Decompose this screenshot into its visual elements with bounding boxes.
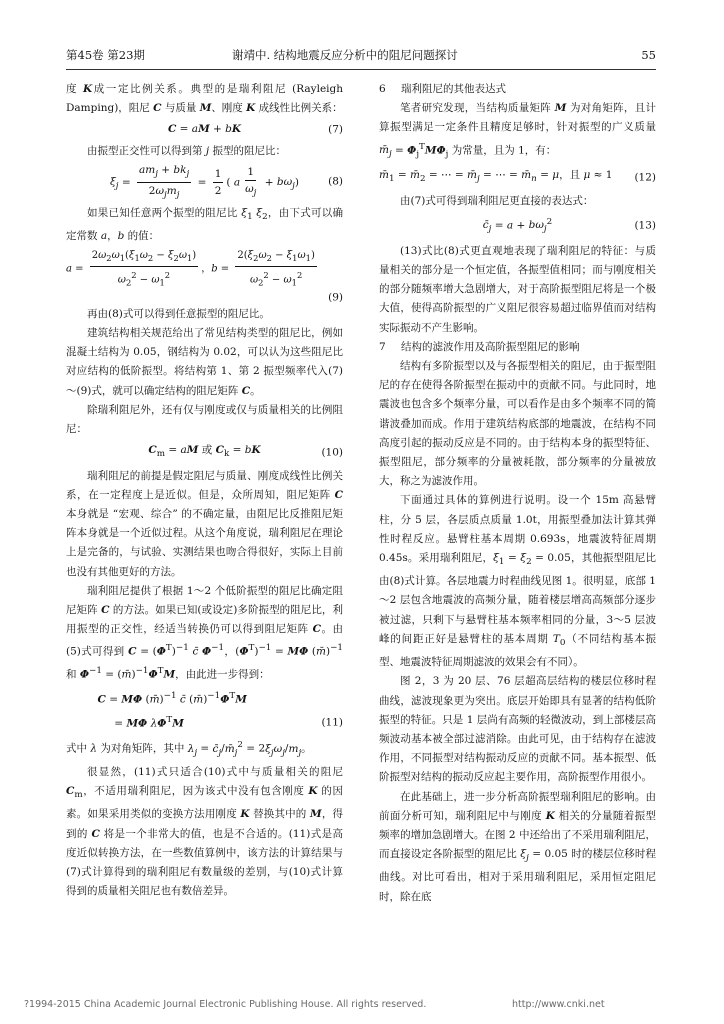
section-heading-7: 7 结构的滤波作用及高阶振型阻尼的影响: [379, 340, 580, 353]
paragraph: 瑞利阻尼提供了根据 1～2 个低阶振型的阻尼比确定阻尼矩阵 C 的方法。如果已知(或设定)多阶振型的阻尼比，利用振型的正交性，经适当转换仍可以得到阻尼矩阵 C。由(5)式可得到 $C = (\Phi^T)^{-1}$ c̄ $\Phi^{-1}$，$(\Phi^T)^{-1} = M\Phi$ (m̄)$^{-1}$ 和 $\Phi^{-1}$ = $(m̄)^{-1}\Phi^TM$，由此进一步得到：: [66, 584, 343, 681]
header-rule: [66, 69, 656, 70]
paragraph: 很显然，(11)式只适合(10)式中与质量相关的阻尼 $C_m$，不适用瑞利阻尼，因为该式中没有包含刚度 K 的因素。如果采用类似的变换方法用刚度 K 替换其中的 M，得到的 C 将是一个非常大的值，也是不合适的。(11)式是高度近似转换方法，在一些数值算例中，该方法的计算结果与(7)式计算得到的瑞利阻尼有数量级的差别，与(10)式计算得到的质量相关阻尼也有数倍差异。: [66, 765, 343, 898]
section-heading-6: 6 瑞利阻尼的其他表达式: [379, 83, 506, 95]
running-title: 谢靖中. 结构地震反应分析中的阻尼问题探讨: [232, 48, 458, 62]
running-header: [66, 46, 656, 68]
equation-12: $m̄_1$ = $m̄_2$ = ⋯ = $m̄_j$ = ⋯ = $m̄_n = \mu$，且 μ ≈ 1 (12): [379, 169, 656, 185]
paragraph: 由振型正交性可以得到第 j 振型的阻尼比：: [87, 144, 286, 157]
paragraph: (13)式比(8)式更直观地表现了瑞利阻尼的特征：与质量相关的部分是一个恒定值，各振型值相同；而与刚度相关的部分随频率增大急剧增大，对于高阶振型阻尼将是一个极大值，使得高阶振型的广义阻尼很容易超过临界值而对结构实际振动不产生影响。: [379, 244, 656, 334]
equation-13: $c̄_j = a + b\omega_j^2$ (13): [482, 216, 656, 235]
paragraph: 在此基础上，进一步分析高阶振型瑞利阻尼的影响。由前面分析可知，瑞利阻尼中与刚度 K 相关的分量随着振型频率的增加急剧增大。在图 2 中还给出了不采用瑞利阻尼，而直接设定各阶振型的阻尼比 $\xi_j = 0.05$ 时的楼层位移时程曲线。对比可看出，相对于采用瑞利阻尼，采用恒定阻尼时，除在底: [379, 790, 656, 903]
footer-url: http://www.cnki.net: [512, 999, 605, 1010]
paragraph: 结构有多阶振型以及与各振型相关的阻尼，由于振型阻尼的存在使得各阶振型在振动中的贡献不同。与此同时，地震波也包含多个频率分量，可以看作是由多个频率不同的简谐波叠加而成。作用于建筑结构底部的地震波，在结构不同高度引起的振动反应是不同的。由于结构本身的振型特征、振型阻尼，部分频率的分量被耗散，部分频率的分量被放大，称之为滤波作用。: [379, 359, 656, 488]
paragraph: 如果已知任意两个振型的阻尼比 $\xi_1$ $\xi_2$，由下式可以确定常数 a，b 的值：: [66, 207, 343, 243]
page-footer: [24, 999, 704, 1013]
copyright-notice: ?1994-2015 China Academic Journal Electronic Publishing House. All rights reserved.: [24, 999, 427, 1010]
equation-11: C = MΦ (m̄)$^{-1}$ c̄ $(m̄)^{-1}\Phi^TM$: [97, 690, 247, 706]
equation-11-line-2: = MΦ $\lambda\Phi^TM$ (11): [114, 715, 343, 730]
paragraph: 度 K成一定比例关系。典型的是瑞利阻尼 (Rayleigh Damping)，阻尼 C 与质量 M、刚度 K 成线性比例关系：: [66, 83, 343, 115]
right-column: [379, 80, 656, 952]
paragraph: 除瑞利阻尼外，还有仅与刚度或仅与质量相关的比例阻尼：: [66, 403, 343, 436]
paragraph: 下面通过具体的算例进行说明。设一个 15m 高悬臂柱，分 5 层，各层质点质量 1.0t，用振型叠加法计算其弹性时程反应。悬臂柱基本周期 0.693s，地震波特征周期 0.45s。采用瑞利阻尼，$\xi_1 = \xi_2 = 0.05$，其他振型阻尼比由(8)式计算。各层地震力时程曲线见图 1。很明显，底部 1～2 层包含地震波的高频分量，随着楼层增高高频部分逐步被过滤，只剩下与悬臂柱基本频率相同的分量，3～5 层波峰的间距正好是悬臂柱的基本周期 $T_0$（不同结构基本振型、地震波特征周期滤波的效果会有不同）。: [379, 494, 656, 669]
equation-9: a = $\frac{2\omega_2\omega_1(\xi_1\omega_2 - \xi_2\omega_1)}{\omega_2^2 - \omega_1^2}$ ，b = $\frac{2(\xi_2\omega_2 - \xi_1\omega_1)}{\omega_2^2 - \omega_1^2}$: [66, 249, 315, 287]
paragraph: 由(7)式可得到瑞利阻尼更直接的表达式：: [400, 194, 594, 207]
equation-10: $C_m$ = aM 或 $C_k$ = bK (10): [148, 444, 343, 460]
paragraph: 图 2，3 为 20 层、76 层超高层结构的楼层位移时程曲线，滤波现象更为突出。底层开始即具有显著的结构低阶振型的特征。只是 1 层尚有高频的轻微波动，到上部楼层高频波动基本被全部过滤消除。由此可见，由于结构存在滤波作用，不同振型对结构振动反应的贡献不同。基本振型、低阶振型对结构的振动反应起主要作用，高阶振型作用很小。: [379, 675, 656, 784]
equation-9-tag: (9): [328, 291, 343, 304]
left-column: [66, 80, 343, 952]
paragraph: 笔者研究发现，当结构质量矩阵 M 为对角矩阵，且计算振型满足一定条件且精度足够时，针对振型的广义质量 $m̄_j = \Phi_j^TM\Phi_j$ 为常量，且为 1，有：: [379, 102, 656, 160]
paragraph: 式中 λ 为对角矩阵，其中 $\lambda_j$ = $c̄_j/m̄_j^2 = 2\xi_j\omega_j/m_j$。: [66, 740, 312, 758]
paragraph: 再由(8)式可以得到任意振型的阻尼比。: [87, 307, 270, 320]
paragraph: 瑞利阻尼的前提是假定阻尼与质量、刚度成线性比例关系，在一定程度上是近似。但是，众所周知，阻尼矩阵 C 本身就是 “宏观、综合” 的不确定量，由阻尼比反推阻尼矩阵本身就是一个近似过程。从这个角度说，瑞利阻尼在理论上是完备的，与试验、实测结果也吻合得很好，实际上目前也没有其他更好的方法。: [66, 469, 343, 578]
equation-7: C = aM + bK (7): [167, 123, 343, 136]
equation-8: $\xi_j$ = $\frac{am_j + bk_j}{2\omega_jm_j}$ = $\frac{1}{2}$ ( a $\frac{1}{\omega_j}$ + $b\omega_j$) (8): [110, 163, 343, 200]
journal-issue: 第45卷 第23期: [66, 48, 145, 62]
paragraph: 建筑结构相关规范给出了常见结构类型的阻尼比，例如混凝土结构为 0.05，钢结构为 0.02，可以认为这些阻尼比对应结构的低阶振型。将结构第 1、第 2 振型频率代入(7)～(9)式，就可以确定结构的阻尼矩阵 C。: [66, 327, 343, 397]
page-number: 55: [641, 48, 656, 62]
